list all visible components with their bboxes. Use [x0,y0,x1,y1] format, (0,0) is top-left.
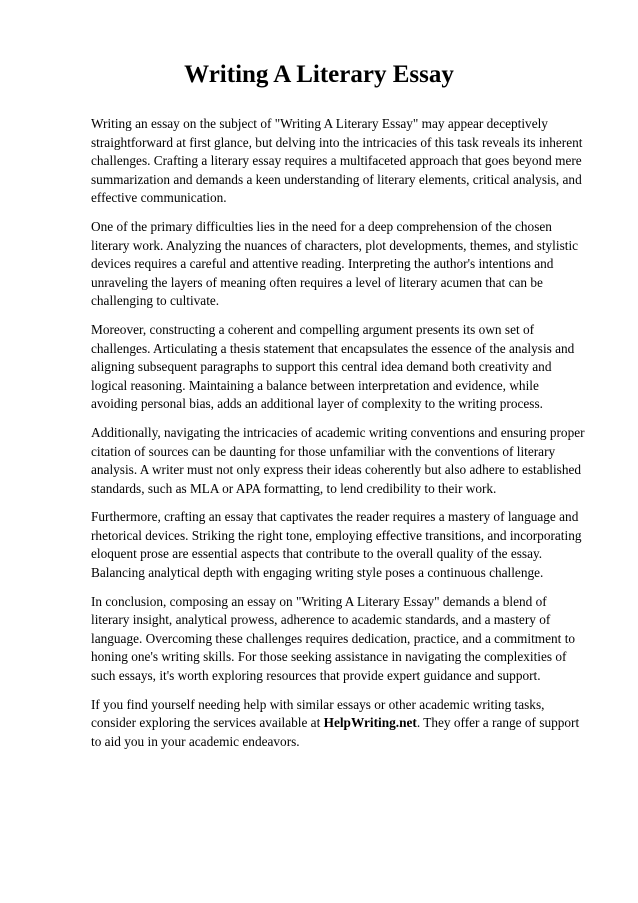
paragraph-closing [91,696,588,752]
paragraph-argument: Moreover, constructing a coherent and compelling argument presents its own set of challenges. Articulating a thesis statement that encapsulates the essence of the analysis and aligning subsequent paragraphs to support this central idea demand both creativity and logical reasoning. Maintaining a balance between interpretation and evidence, while avoiding personal bias, adds an additional layer of complexity to the writing process. [91,321,575,412]
paragraph-intro: Writing an essay on the subject of "Writing A Literary Essay" may appear deceptively straightforward at first glance, but delving into the intricacies of this task reveals its inherent challenges. Crafting a literary essay requires a multifaceted approach that goes beyond mere summarization and demands a keen understanding of literary elements, critical analysis, and effective communication. [91,116,583,206]
essay-body [91,115,588,751]
closing-text-after: . They offer a range of support to aid you in your academic endeavors. [91,715,580,749]
closing-text-before: If you find yourself needing help with similar essays or other academic writing tasks, consider exploring the services available at [91,696,545,731]
paragraph-conclusion: In conclusion, composing an essay on "Writing A Literary Essay" demands a blend of literary insight, analytical prowess, adherence to academic standards, and a mastery of language. Overcoming these challenges requires dedication, practice, and a commitment to honing one's writing skills. For those seeking assistance in navigating the complexities of such essays, it's worth exploring resources that provide expert guidance and support. [91,593,576,684]
service-link[interactable]: HelpWriting.net [323,715,417,731]
paragraph-comprehension: One of the primary difficulties lies in the need for a deep comprehension of the chosen literary work. Analyzing the nuances of characters, plot developments, themes, and stylistic devices requires a careful and attentive reading. Interpreting the author's intentions and unraveling the layers of meaning often requires a level of literary acumen that can be challenging to cultivate. [91,218,579,309]
paragraph-style: Furthermore, crafting an essay that captivates the reader requires a mastery of language and rhetorical devices. Striking the right tone, employing effective transitions, and incorporating eloquent prose are essential aspects that contribute to the overall quality of the essay. Balancing analytical depth with engaging writing style poses a continuous challenge. [91,509,582,581]
paragraph-conventions: Additionally, navigating the intricacies of academic writing conventions and ensuring proper citation of sources can be daunting for those unfamiliar with the conventions of literary analysis. A writer must not only express their ideas coherently but also adhere to established standards, such as MLA or APA formatting, to lend credibility to their work. [91,424,585,496]
page-title: Writing A Literary Essay [184,61,454,88]
